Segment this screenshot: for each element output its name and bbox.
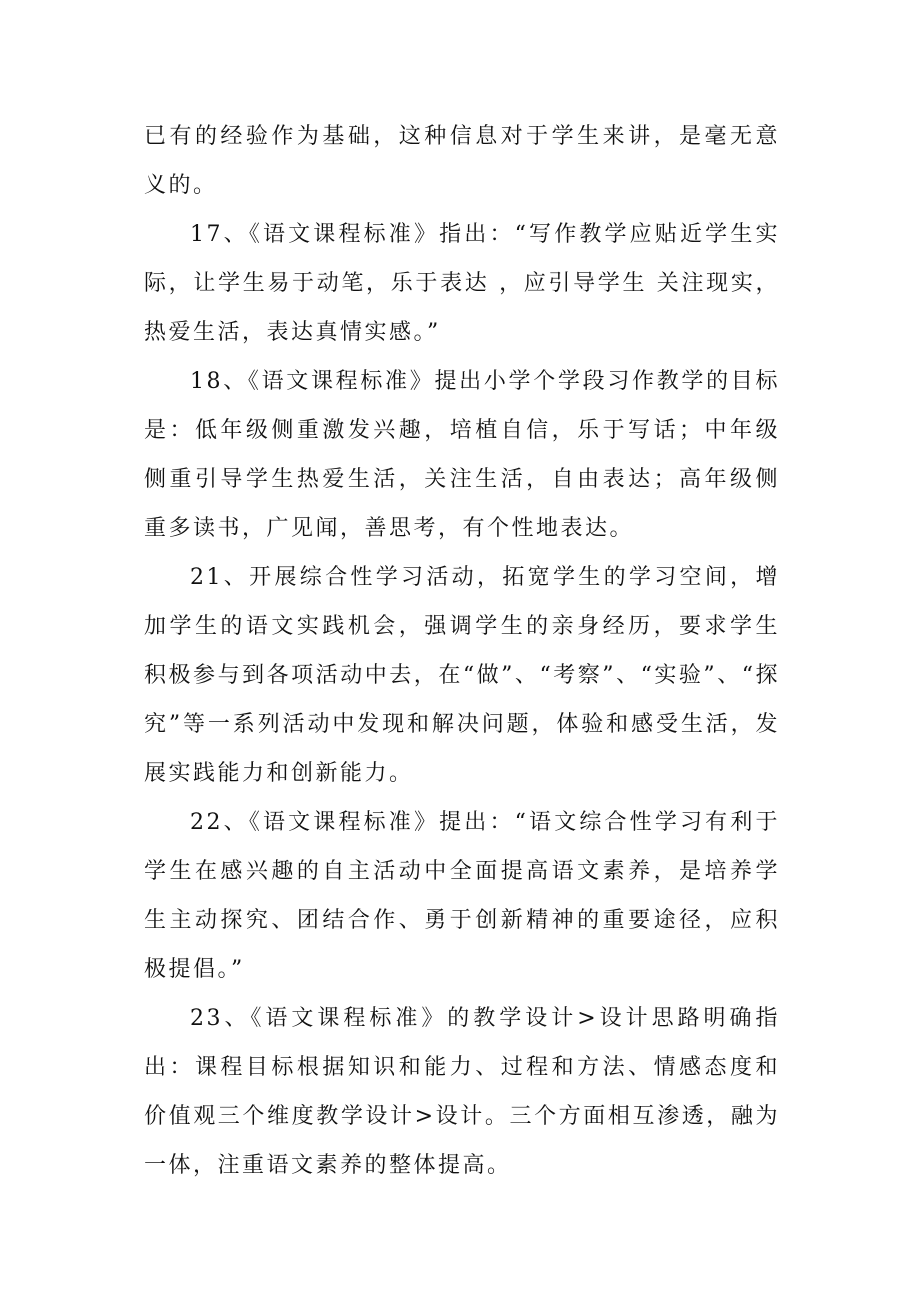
paragraph-item-22: 22、《语文课程标准》提出：“语文综合性学习有利于学生在感兴趣的自主活动中全面提高语文素养，是培养学生主动探究、团结合作、勇于创新精神的重要途径，应积极提倡。” — [144, 810, 780, 982]
paragraph-item-21: 21、开展综合性学习活动，拓宽学生的学习空间，增加学生的语文实践机会，强调学生的亲身经历，要求学生积极参与到各项活动中去，在“做”、“考察”、“实验”、“探究”等一系列活动中发现和解决问题，体验和感受生活，发展实践能力和创新能力。 — [144, 565, 780, 786]
paragraph-item-18: 18、《语文课程标准》提出小学个学段习作教学的目标是：低年级侧重激发兴趣，培植自信，乐于写话；中年级侧重引导学生热爱生活，关注生活，自由表达；高年级侧重多读书，广见闻，善思考，有个性地表达。 — [144, 369, 780, 541]
paragraph-continuation: 已有的经验作为基础，这种信息对于学生来讲，是毫无意义的。 — [144, 124, 780, 198]
document-body — [144, 112, 780, 1190]
paragraph-item-23: 23、《语文课程标准》的教学设计>设计思路明确指出：课程目标根据知识和能力、过程和方法、情感态度和价值观三个维度教学设计>设计。三个方面相互渗透，融为一体，注重语文素养的整体提高。 — [144, 1006, 780, 1178]
paragraph-item-17: 17、《语文课程标准》指出：“写作教学应贴近学生实际，让学生易于动笔，乐于表达 ，应引导学生 关注现实，热爱生活，表达真情实感。” — [144, 222, 780, 345]
